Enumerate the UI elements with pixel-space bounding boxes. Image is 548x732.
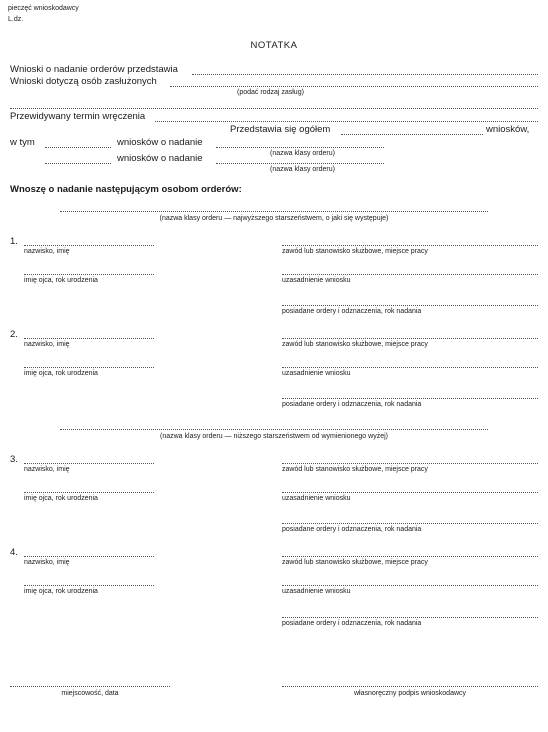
intro-line-1: Wnioski o nadanie orderów przedstawia (10, 64, 178, 75)
highest-class-note: (nazwa klasy orderu — najwyższego starszeństwem, o jaki się występuje) (159, 215, 389, 222)
page-title: NOTATKA (250, 40, 298, 51)
job-field[interactable] (282, 245, 538, 246)
name-field[interactable] (24, 463, 154, 464)
job-label: zawód lub stanowisko służbowe, miejsce pracy (282, 466, 428, 473)
reason-label: uzasadnienie wniosku (282, 495, 351, 502)
father-field[interactable] (24, 585, 154, 586)
reason-label: uzasadnienie wniosku (282, 370, 351, 377)
name-label: nazwisko, imię (24, 466, 70, 473)
apps-label-2: wniosków o nadanie (117, 153, 203, 164)
total-field[interactable] (341, 134, 483, 135)
entry-number: 1. (10, 236, 18, 247)
father-label: imię ojca, rok urodzenia (24, 370, 98, 377)
merit-field[interactable] (10, 108, 538, 109)
count-field-2[interactable] (45, 163, 111, 164)
orders-field[interactable] (282, 398, 538, 399)
reason-field[interactable] (282, 585, 538, 586)
count-field-1[interactable] (45, 147, 111, 148)
name-label: nazwisko, imię (24, 248, 70, 255)
job-label: zawód lub stanowisko służbowe, miejsce pracy (282, 341, 428, 348)
job-field[interactable] (282, 556, 538, 557)
lower-class-note: (nazwa klasy orderu — niższego starszeństwem od wymienionego wyżej) (160, 433, 388, 440)
father-field[interactable] (24, 492, 154, 493)
name-field[interactable] (24, 338, 154, 339)
total-suffix: wniosków, (486, 124, 530, 135)
reason-label: uzasadnienie wniosku (282, 277, 351, 284)
due-field[interactable] (155, 121, 538, 122)
place-date-label: miejscowość, data (61, 690, 119, 697)
place-date-field[interactable] (10, 686, 170, 687)
due-label: Przewidywany termin wręczenia (10, 111, 146, 122)
name-field[interactable] (24, 245, 154, 246)
class-note-1: (nazwa klasy orderu) (270, 150, 335, 157)
entry-number: 3. (10, 454, 18, 465)
orders-field[interactable] (282, 617, 538, 618)
reason-label: uzasadnienie wniosku (282, 588, 351, 595)
orders-label: posiadane ordery i odznaczenia, rok nadania (282, 526, 422, 533)
wtym-label: w tym (10, 137, 35, 148)
merit-note: (podać rodzaj zasług) (237, 89, 304, 96)
orders-label: posiadane ordery i odznaczenia, rok nadania (282, 308, 422, 315)
job-field[interactable] (282, 463, 538, 464)
orders-label: posiadane ordery i odznaczenia, rok nadania (282, 401, 422, 408)
father-label: imię ojca, rok urodzenia (24, 588, 98, 595)
signature-field[interactable] (282, 686, 538, 687)
intro-line-1-field[interactable] (192, 74, 538, 75)
father-field[interactable] (24, 367, 154, 368)
total-label: Przedstawia się ogółem (230, 124, 331, 135)
job-field[interactable] (282, 338, 538, 339)
entry-number: 4. (10, 547, 18, 558)
father-field[interactable] (24, 274, 154, 275)
class-field-2[interactable] (216, 163, 384, 164)
orders-field[interactable] (282, 523, 538, 524)
name-field[interactable] (24, 556, 154, 557)
ldz-label: L.dz. (8, 16, 24, 23)
apps-label-1: wniosków o nadanie (117, 137, 203, 148)
father-label: imię ojca, rok urodzenia (24, 495, 98, 502)
name-label: nazwisko, imię (24, 559, 70, 566)
reason-field[interactable] (282, 492, 538, 493)
father-label: imię ojca, rok urodzenia (24, 277, 98, 284)
highest-class-field[interactable] (60, 211, 488, 212)
job-label: zawód lub stanowisko służbowe, miejsce pracy (282, 248, 428, 255)
intro-line-2-field[interactable] (170, 86, 538, 87)
lower-class-field[interactable] (60, 429, 488, 430)
stamp-label: pieczęć wnioskodawcy (8, 5, 79, 12)
job-label: zawód lub stanowisko służbowe, miejsce pracy (282, 559, 428, 566)
request-heading: Wnoszę o nadanie następującym osobom orderów: (10, 184, 242, 195)
orders-field[interactable] (282, 305, 538, 306)
class-note-2: (nazwa klasy orderu) (270, 166, 335, 173)
class-field-1[interactable] (216, 147, 384, 148)
intro-line-2: Wnioski dotyczą osób zasłużonych (10, 76, 157, 87)
reason-field[interactable] (282, 367, 538, 368)
orders-label: posiadane ordery i odznaczenia, rok nadania (282, 620, 422, 627)
entry-number: 2. (10, 329, 18, 340)
name-label: nazwisko, imię (24, 341, 70, 348)
reason-field[interactable] (282, 274, 538, 275)
signature-label: własnoręczny podpis wnioskodawcy (353, 690, 467, 697)
